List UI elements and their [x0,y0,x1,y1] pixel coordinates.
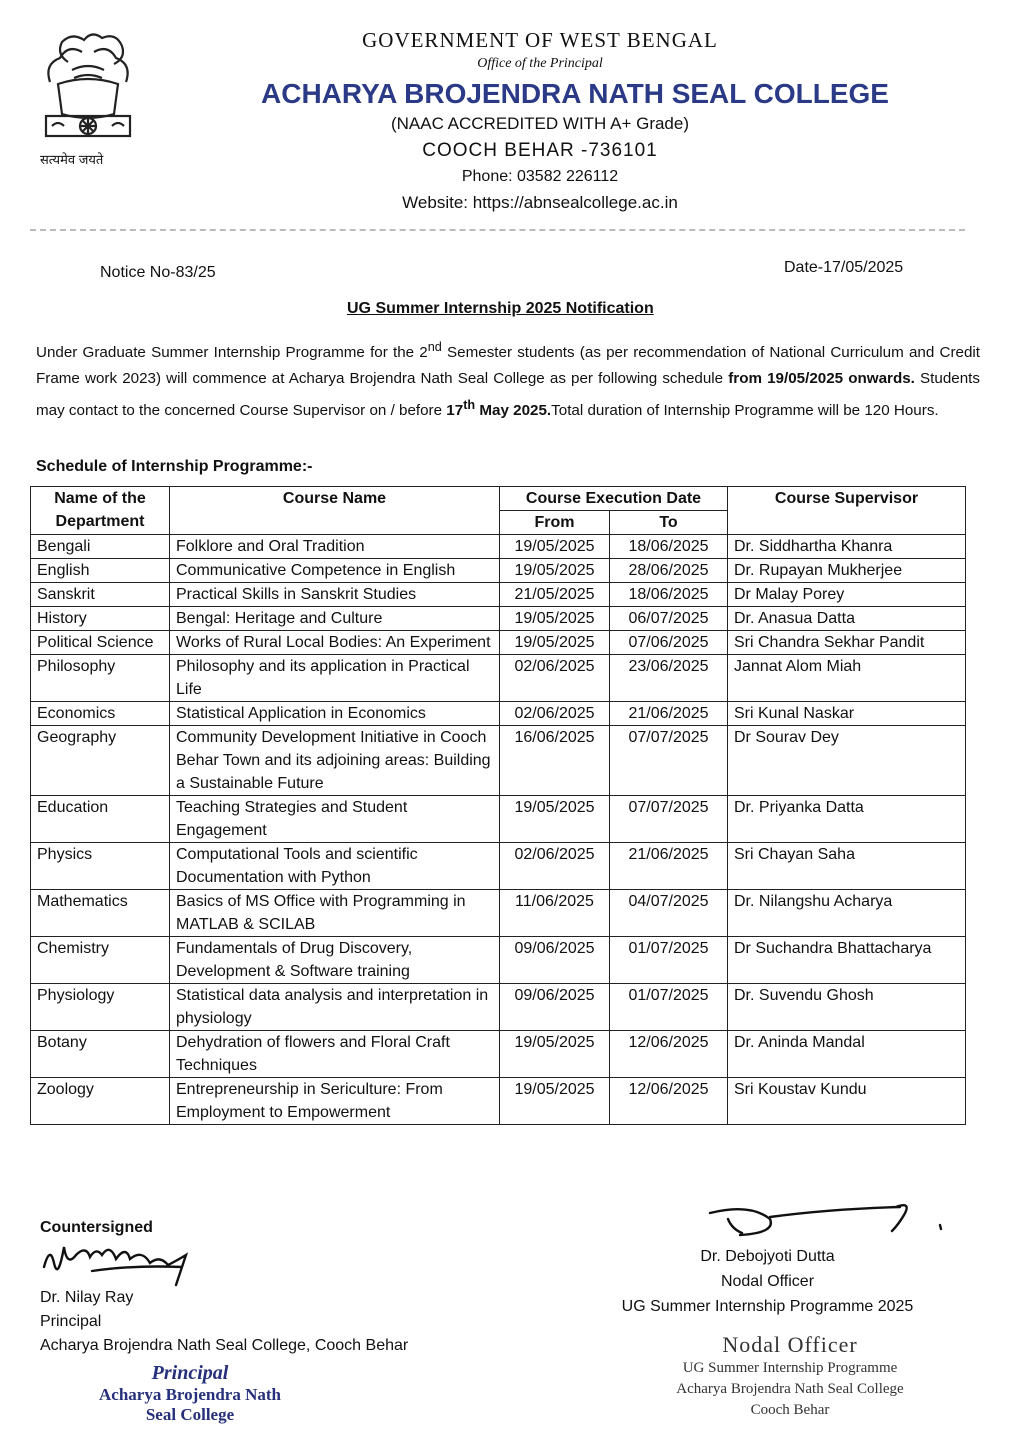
header-from: From [500,511,610,535]
from-date-cell: 11/06/2025 [500,890,610,937]
nodal-officer-programme: UG Summer Internship Programme 2025 [621,1298,914,1315]
department-cell: Mathematics [31,890,170,937]
to-date-cell: 12/06/2025 [610,1078,728,1125]
course-name-cell: Basics of MS Office with Programming in MATLAB & SCILAB [170,890,500,937]
from-date-cell: 19/05/2025 [500,1078,610,1125]
course-name-cell: Entrepreneurship in Sericulture: From Employment to Empowerment [170,1078,500,1125]
from-date-cell: 16/06/2025 [500,726,610,796]
department-cell: Education [31,796,170,843]
course-name-cell: Community Development Initiative in Cooch Behar Town and its adjoining areas: Building a Sustainable Future [170,726,500,796]
course-name-cell: Teaching Strategies and Student Engagement [170,796,500,843]
to-date-cell: 23/06/2025 [610,655,728,702]
department-cell: Economics [31,702,170,726]
stamp-line: Nodal Officer [722,1332,858,1357]
from-date-cell: 19/05/2025 [500,607,610,631]
body-text: Students may contact to the concerned Course Supervisor on / before [36,370,980,420]
body-deadline-day: 17 [446,402,464,420]
from-date-cell: 19/05/2025 [500,559,610,583]
course-name-cell: Communicative Competence in English [170,559,500,583]
course-name-cell: Dehydration of flowers and Floral Craft Techniques [170,1031,500,1078]
from-date-cell: 02/06/2025 [500,655,610,702]
stamp-line: Acharya Brojendra Nath Seal College [676,1381,904,1397]
table-row [31,1078,966,1125]
stamp-line: UG Summer Internship Programme [682,1360,898,1376]
table-row [31,890,966,937]
stamp-line: Acharya Brojendra Nath [99,1385,281,1404]
stamp-line: Cooch Behar [750,1402,830,1418]
to-date-cell: 28/06/2025 [610,559,728,583]
body-start-date: from 19/05/2025 onwards. [728,370,915,388]
government-name: GOVERNMENT OF WEST BENGAL [362,28,718,52]
table-row [31,607,966,631]
nodal-officer-name: Dr. Debojyoti Dutta [700,1248,835,1265]
from-date-cell: 02/06/2025 [500,702,610,726]
supervisor-cell: Dr. Nilangshu Acharya [728,890,966,937]
table-row [31,796,966,843]
notice-title: UG Summer Internship 2025 Notification [347,300,654,317]
from-date-cell: 19/05/2025 [500,796,610,843]
to-date-cell: 07/07/2025 [610,726,728,796]
course-name-cell: Philosophy and its application in Practical Life [170,655,500,702]
supervisor-cell: Dr. Anasua Datta [728,607,966,631]
to-date-cell: 21/06/2025 [610,702,728,726]
to-date-cell: 07/07/2025 [610,796,728,843]
notice-number: Notice No-83/25 [100,264,216,281]
header-execution-date: Course Execution Date [500,487,728,511]
principal-title: Principal [40,1313,102,1330]
course-name-cell: Practical Skills in Sanskrit Studies [170,583,500,607]
table-row [31,583,966,607]
college-name: ACHARYA BROJENDRA NATH SEAL COLLEGE [261,78,889,109]
naac-accreditation: (NAAC ACCREDITED WITH A+ Grade) [390,114,690,133]
table-row [31,535,966,559]
course-name-cell: Statistical data analysis and interpretation in physiology [170,984,500,1031]
department-cell: English [31,559,170,583]
supervisor-cell: Jannat Alom Miah [728,655,966,702]
letterhead-divider [30,229,965,231]
course-name-cell: Fundamentals of Drug Discovery, Development & Software training [170,937,500,984]
to-date-cell: 21/06/2025 [610,843,728,890]
body-text: Total duration of Internship Programme will be 120 Hours. [551,402,939,420]
from-date-cell: 09/06/2025 [500,984,610,1031]
to-date-cell: 01/07/2025 [610,937,728,984]
body-text: Under Graduate Summer Internship Programme for the 2 [36,344,428,362]
table-row [31,702,966,726]
supervisor-cell: Dr. Siddhartha Khanra [728,535,966,559]
department-cell: Zoology [31,1078,170,1125]
department-cell: Sanskrit [31,583,170,607]
table-row [31,631,966,655]
principal-organisation: Acharya Brojendra Nath Seal College, Cooch Behar [40,1337,409,1354]
department-cell: Physiology [31,984,170,1031]
notice-date: Date-17/05/2025 [784,259,904,276]
department-cell: History [31,607,170,631]
body-deadline-month: May 2025. [475,402,552,420]
supervisor-cell: Dr Suchandra Bhattacharya [728,937,966,984]
header-to: To [610,511,728,535]
nodal-officer-stamp [640,1332,940,1421]
from-date-cell: 19/05/2025 [500,535,610,559]
course-name-cell: Folklore and Oral Tradition [170,535,500,559]
office-of-principal: Office of the Principal [477,56,603,71]
course-name-cell: Works of Rural Local Bodies: An Experiment [170,631,500,655]
from-date-cell: 21/05/2025 [500,583,610,607]
to-date-cell: 04/07/2025 [610,890,728,937]
supervisor-cell: Dr Malay Porey [728,583,966,607]
schedule-heading: Schedule of Internship Programme:- [36,458,313,475]
principal-block [40,1286,408,1358]
to-date-cell: 06/07/2025 [610,607,728,631]
from-date-cell: 19/05/2025 [500,1031,610,1078]
to-date-cell: 07/06/2025 [610,631,728,655]
from-date-cell: 02/06/2025 [500,843,610,890]
supervisor-cell: Sri Chayan Saha [728,843,966,890]
body-superscript: nd [427,340,442,354]
schedule-table-body [31,535,966,1125]
nodal-officer-block [600,1244,935,1319]
schedule-table [30,486,966,1125]
supervisor-cell: Sri Chandra Sekhar Pandit [728,631,966,655]
course-name-cell: Computational Tools and scientific Documentation with Python [170,843,500,890]
supervisor-cell: Dr. Priyanka Datta [728,796,966,843]
department-cell: Political Science [31,631,170,655]
principal-signature [40,1237,270,1292]
principal-name: Dr. Nilay Ray [40,1289,134,1306]
to-date-cell: 12/06/2025 [610,1031,728,1078]
countersigned-label: Countersigned [40,1219,153,1236]
supervisor-cell: Dr Sourav Dey [728,726,966,796]
body-superscript: th [463,398,476,413]
course-name-cell: Statistical Application in Economics [170,702,500,726]
department-cell: Bengali [31,535,170,559]
stamp-line: Seal College [145,1405,235,1424]
principal-stamp [70,1362,310,1425]
header-department: Name of the Department [31,487,170,535]
table-row [31,937,966,984]
supervisor-cell: Dr. Rupayan Mukherjee [728,559,966,583]
emblem-caption: सत्यमेव जयते [40,152,104,167]
supervisor-cell: Dr. Aninda Mandal [728,1031,966,1078]
header-supervisor: Course Supervisor [728,487,966,535]
from-date-cell: 09/06/2025 [500,937,610,984]
supervisor-cell: Sri Kunal Naskar [728,702,966,726]
table-row [31,559,966,583]
nodal-officer-title: Nodal Officer [720,1273,815,1290]
notice-body [36,334,980,424]
table-row [31,726,966,796]
department-cell: Physics [31,843,170,890]
department-cell: Geography [31,726,170,796]
college-website: Website: https://abnsealcollege.ac.in [402,193,678,212]
to-date-cell: 18/06/2025 [610,535,728,559]
table-row [31,843,966,890]
to-date-cell: 18/06/2025 [610,583,728,607]
college-phone: Phone: 03582 226112 [461,168,619,185]
supervisor-cell: Sri Koustav Kundu [728,1078,966,1125]
from-date-cell: 19/05/2025 [500,631,610,655]
department-cell: Chemistry [31,937,170,984]
supervisor-cell: Dr. Suvendu Ghosh [728,984,966,1031]
table-row [31,655,966,702]
table-row [31,984,966,1031]
department-cell: Botany [31,1031,170,1078]
college-address: COOCH BEHAR -736101 [422,140,658,161]
stamp-line: Principal [151,1362,229,1384]
body-text: Semester students (as per recommendation of National Curriculum and Credit Frame work 2023) will commence at Acharya Brojendra Nath Seal College as per following schedule [36,344,980,388]
nodal-officer-signature [700,1195,950,1245]
table-row [31,1031,966,1078]
header-course: Course Name [170,487,500,535]
to-date-cell: 01/07/2025 [610,984,728,1031]
course-name-cell: Bengal: Heritage and Culture [170,607,500,631]
department-cell: Philosophy [31,655,170,702]
